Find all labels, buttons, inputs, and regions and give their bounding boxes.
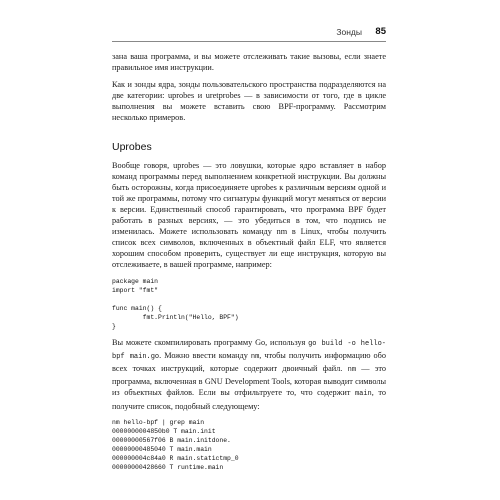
section-heading: Uprobes	[112, 140, 152, 153]
paragraph-2: Как и зонды ядра, зонды пользовательского пространства подразделяются на две категории: uprobes и uretprobes — в зависимости от того, где в цикле выполнения вы можете вставить свою BPF-программу. Рассмотрим несколько примеров.	[112, 80, 386, 123]
paragraph-4-text-c: , чтобы получить информацию обо всех точках инструкций, которые содержит двоичный файл.	[112, 351, 386, 374]
code-block-go: package main import "fmt" func main() { fmt.Println("Hello, BPF") }	[112, 277, 239, 330]
paragraph-1: зана ваша программа, и вы можете отслеживать такие вызовы, если знаете правильное имя инструкции.	[112, 52, 386, 73]
inline-code-main: main	[354, 390, 372, 399]
paragraph-4-text-d: — это программа, включенная в GNU Development Tools, которая выводит символы из объектных файлов. Если вы отфильтруете то, что содержит	[112, 364, 386, 398]
inline-code-nm: nm	[250, 353, 260, 362]
inline-code-nm-2: nm	[347, 366, 357, 375]
page-body	[112, 51, 386, 478]
code-block-nm-output: nm hello-bpf | grep main 0000000004850b0 T main.init 00000000567f06 B main.initdone. 00000000485040 T main.main 000000004c84a0 R main.statictmp_0 00000000428660 T runtime.main	[112, 418, 239, 472]
header-divider	[112, 41, 386, 42]
chapter-title: Зонды	[336, 27, 362, 37]
running-header	[112, 27, 386, 41]
paragraph-3: Вообще говоря, uprobes — это ловушки, которые ядро вставляет в набор команд программы перед выполнением конкретной инструкции. Вы должны быть осторожны, когда присоединяете uprobes к различным версиям одной и той же программы, потому что сигнатуры функций могут меняться от версии к версии. Единственный способ гарантировать, что программа BPF будет работать в разных версиях, — это убедиться в том, что подпись не изменилась. Можете использовать команду nm в Linux, чтобы получить список всех символов, включенных в объектный файл ELF, что является хорошим способом проверить, существует ли еще инструкция, которую вы отслеживаете, в вашей программе, например:	[112, 160, 386, 270]
inline-code-build: go build -o hello-bpf main.go	[112, 340, 386, 362]
paragraph-4-text-a: Вы можете скомпилировать программу Go, используя	[112, 338, 309, 348]
paragraph-4-text-b: . Можно ввести команду	[159, 351, 251, 361]
paragraph-4	[112, 337, 386, 412]
page-number: 85	[375, 26, 386, 37]
paragraph-4-text-e: , то получите список, подобный следующему:	[112, 388, 386, 411]
